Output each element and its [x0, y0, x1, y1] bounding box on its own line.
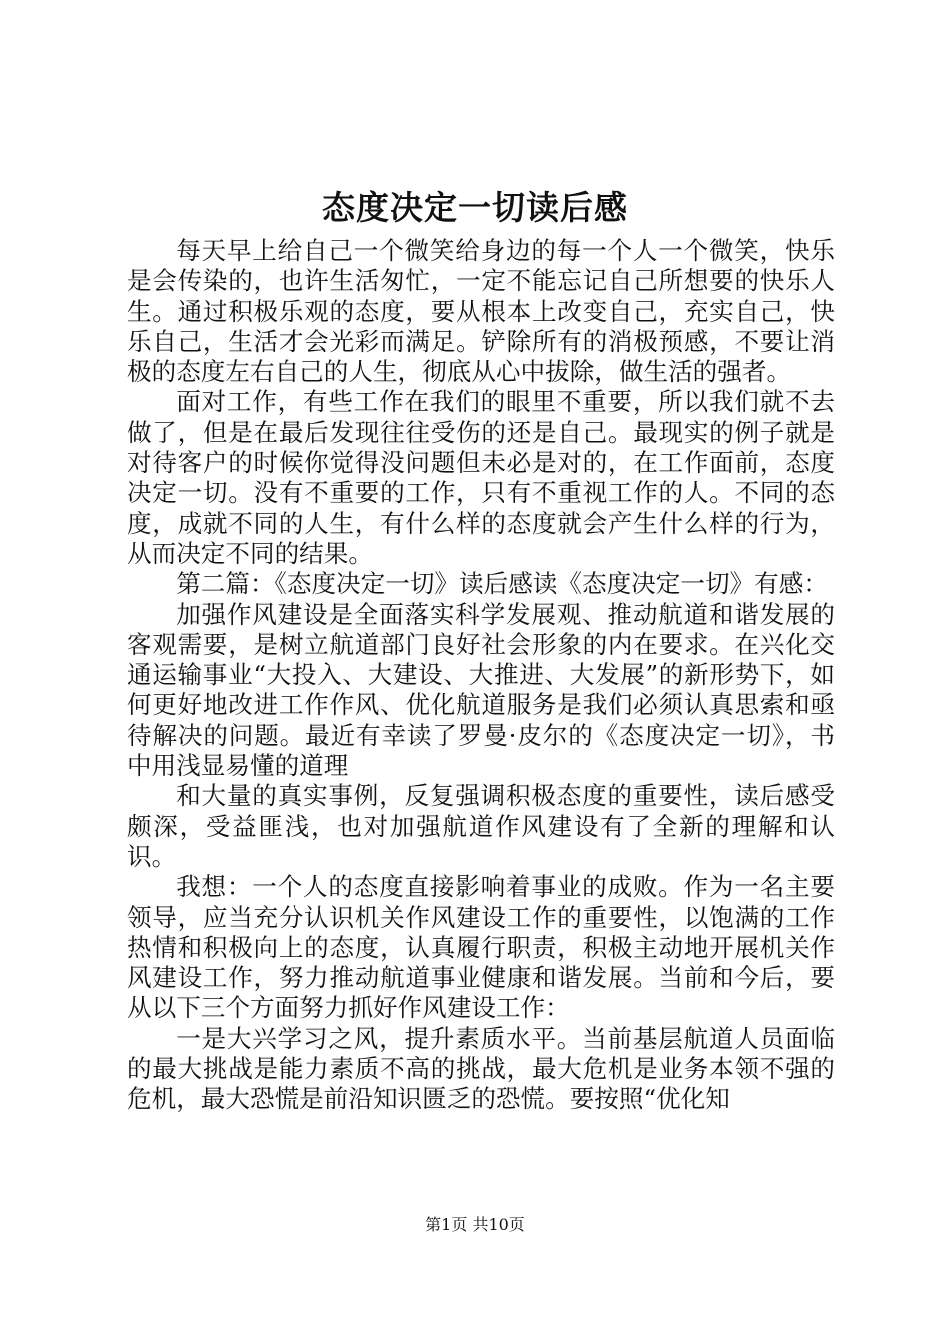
paragraph: 一是大兴学习之风，提升素质水平。当前基层航道人员面临的最大挑战是能力素质不高的挑战，最大危机是业务本领不强的危机，最大恐慌是前沿知识匮乏的恐慌。要按照“优化知	[127, 1023, 835, 1114]
page-number-footer: 第1页 共10页	[425, 1215, 525, 1234]
paragraph: 我想：一个人的态度直接影响着事业的成败。作为一名主要领导，应当充分认识机关作风建设工作的重要性，以饱满的工作热情和积极向上的态度，认真履行职责，积极主动地开展机关作风建设工作，努力推动航道事业健康和谐发展。当前和今后，要从以下三个方面努力抓好作风建设工作：	[127, 872, 835, 1023]
paragraph-subheading: 第二篇：《态度决定一切》读后感读《态度决定一切》有感：	[176, 569, 828, 599]
paragraph: 每天早上给自己一个微笑给身边的每一个人一个微笑，快乐是会传染的，也许生活匆忙，一定不能忘记自己所想要的快乐人生。通过积极乐观的态度，要从根本上改变自己，充实自己，快乐自己，生活才会光彩而满足。铲除所有的消极预感，不要让消极的态度左右自己的人生，彻底从心中拔除，做生活的强者。	[127, 236, 835, 387]
document-body	[127, 236, 835, 1115]
document-title: 态度决定一切读后感	[322, 188, 628, 227]
paragraph: 加强作风建设是全面落实科学发展观、推动航道和谐发展的客观需要，是树立航道部门良好社会形象的内在要求。在兴化交通运输事业“大投入、大建设、大推进、大发展”的新形势下，如何更好地改进工作作风、优化航道服务是我们必须认真思索和亟待解决的问题。最近有幸读了罗曼·皮尔的《态度决定一切》，书中用浅显易懂的道理	[127, 599, 835, 781]
paragraph: 面对工作，有些工作在我们的眼里不重要，所以我们就不去做了，但是在最后发现往往受伤的还是自己。最现实的例子就是对待客户的时候你觉得没问题但未必是对的，在工作面前，态度决定一切。没有不重要的工作，只有不重视工作的人。不同的态度，成就不同的人生，有什么样的态度就会产生什么样的行为，从而决定不同的结果。	[127, 387, 835, 568]
paragraph: 和大量的真实事例，反复强调积极态度的重要性，读后感受颇深，受益匪浅，也对加强航道作风建设有了全新的理解和认识。	[127, 781, 835, 871]
